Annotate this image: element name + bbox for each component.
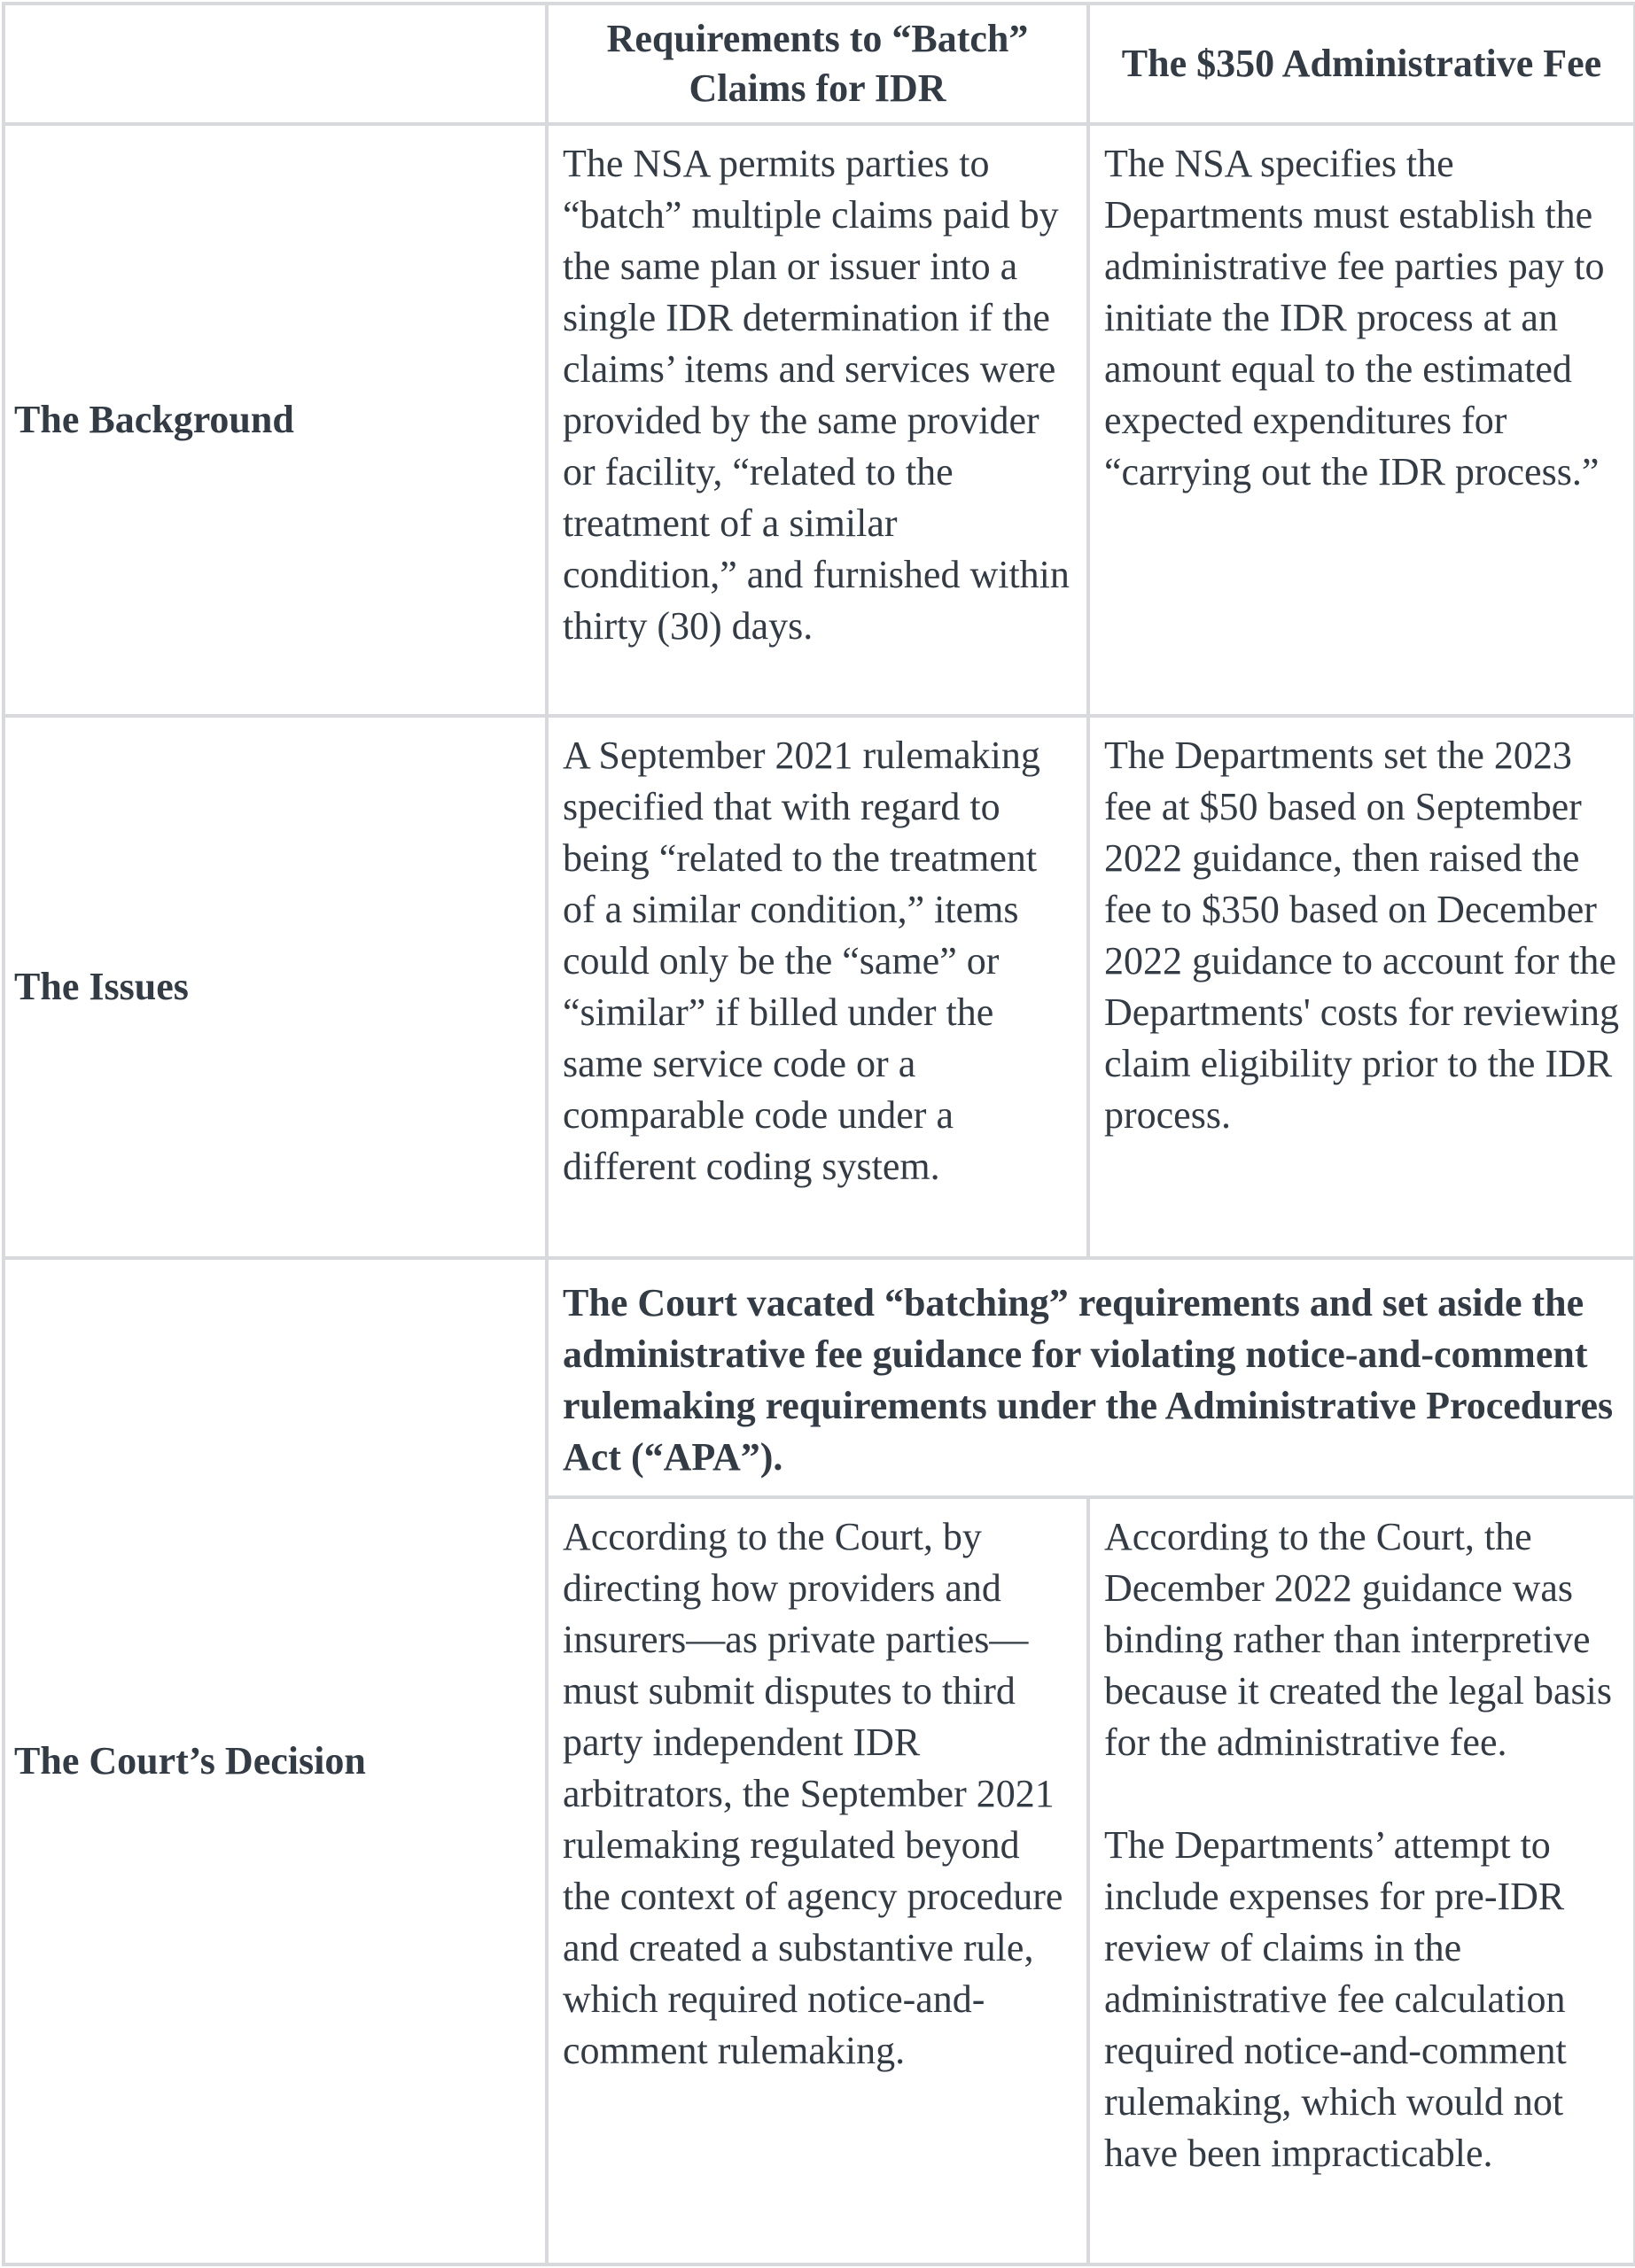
decision-fee-cell: According to the Court, the December 2022 guidance was binding rather than interpretive because it created the legal basis for the administrative fee. The Departments’ attempt to include expenses for pre-IDR review of claims in the administrative fee calculation required notice-and-comment rulemaking, which would not have been impracticable. — [1088, 1497, 1635, 2264]
decision-summary-cell: The Court vacated “batching” requirements and set aside the administrative fee guidance for violating notice-and-comment rulemaking requirements under the Administrative Procedures Act (“APA”). — [547, 1258, 1635, 1497]
header-row — [4, 4, 1635, 124]
background-row — [4, 124, 1635, 716]
decision-batch-cell: According to the Court, by directing how providers and insurers—as private parties—must submit disputes to third party independent IDR arbitrators, the September 2021 rulemaking regulated beyond the context of agency procedure and created a substantive rule, which required notice-and-comment rulemaking. — [547, 1497, 1088, 2264]
header-corner-cell — [4, 4, 547, 124]
issues-fee-cell: The Departments set the 2023 fee at $50 based on September 2022 guidance, then raised the fee to $350 based on December 2022 guidance to account for the Departments' costs for reviewing claim eligibility prior to the IDR process. — [1088, 716, 1635, 1258]
issues-batch-cell: A September 2021 rulemaking specified that with regard to being “related to the treatment of a similar condition,” items could only be the “same” or “similar” if billed under the same service code or a comparable code under a different coding system. — [547, 716, 1088, 1258]
row-label-background: The Background — [4, 124, 547, 716]
background-fee-cell: The NSA specifies the Departments must establish the administrative fee parties pay to initiate the IDR process at an amount equal to the estimated expected expenditures for “carrying out the IDR process.” — [1088, 124, 1635, 716]
header-batch-requirements: Requirements to “Batch” Claims for IDR — [547, 4, 1088, 124]
background-batch-cell: The NSA permits parties to “batch” multiple claims paid by the same plan or issuer into a single IDR determination if the claims’ items and services were provided by the same provider or facility, “related to the treatment of a similar condition,” and furnished within thirty (30) days. — [547, 124, 1088, 716]
decision-summary-row — [4, 1258, 1635, 1497]
row-label-decision: The Court’s Decision — [4, 1258, 547, 2264]
issues-row — [4, 716, 1635, 1258]
row-label-issues: The Issues — [4, 716, 547, 1258]
comparison-table — [2, 2, 1635, 2266]
header-administrative-fee: The $350 Administrative Fee — [1088, 4, 1635, 124]
